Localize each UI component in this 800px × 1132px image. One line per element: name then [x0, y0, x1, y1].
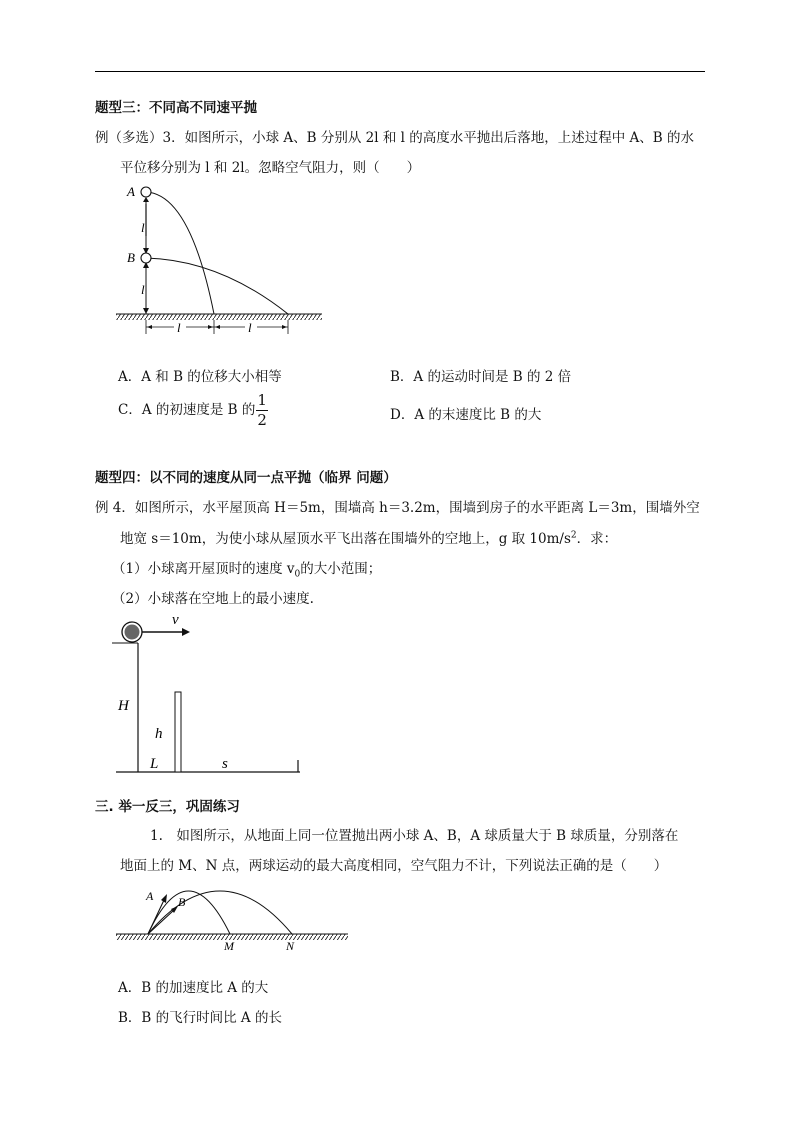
section4-question-2: （2）小球落在空地上的最小速度. — [112, 591, 314, 607]
label-ball-b: B — [127, 250, 135, 265]
trajectory-to-n — [148, 891, 292, 934]
superscript: 2 — [570, 530, 577, 541]
section4-example-line2 — [120, 527, 617, 547]
dist-arrowhead — [147, 325, 152, 329]
practice-heading: 三. 举一反三，巩固练习 — [95, 799, 240, 815]
section3-figure — [110, 180, 330, 340]
section3-option-a: A．A 和 B 的位移大小相等 — [118, 369, 282, 385]
ground-hatch — [116, 314, 322, 320]
trajectory-to-m — [148, 891, 230, 934]
velocity-arrowhead — [182, 628, 190, 636]
section3-option-b: B．A 的运动时间是 B 的 2 倍 — [390, 369, 572, 385]
dist-arrowhead — [282, 325, 287, 329]
label-ball-b: B — [178, 895, 186, 909]
velocity-a-arrow — [148, 900, 164, 934]
section3-option-d: D．A 的末速度比 B 的大 — [390, 407, 542, 423]
label-velocity: v — [172, 612, 179, 628]
label-ball-a: A — [127, 184, 135, 199]
label-dist-left: l — [177, 320, 181, 335]
fraction — [256, 393, 268, 428]
practice-q1-line1: 1. 如图所示，从地面上同一位置抛出两小球 A、B，A 球质量大于 B 球质量，分别落在 — [150, 828, 679, 844]
boundary-wall — [175, 692, 181, 772]
practice-q1-line2: 地面上的 M、N 点，两球运动的最大高度相同，空气阻力不计，下列说法正确的是（ ） — [120, 858, 668, 874]
dist-arrowhead — [208, 325, 213, 329]
lower-arrowhead-bottom — [143, 308, 149, 314]
practice-option-a: A．B 的加速度比 A 的大 — [118, 980, 269, 996]
fraction-numerator: 1 — [257, 391, 267, 409]
section3-option-c — [118, 393, 268, 428]
section3-example-line1: 例（多选）3．如图所示，小球 A、B 分别从 2l 和 l 的高度水平抛出后落地，上述过程中 A、B 的水 — [95, 130, 694, 146]
section4-figure — [110, 610, 310, 775]
practice-figure — [112, 870, 352, 960]
label-height-upper: l — [141, 220, 145, 235]
section4-question-1-text: （1）小球离开屋顶时的速度 v — [112, 561, 295, 577]
section4-question-1-tail: 的大小范围； — [300, 561, 382, 577]
label-height-lower: l — [141, 282, 145, 297]
trajectory-b — [146, 258, 288, 314]
section3-option-c-text: C．A 的初速度是 B 的 — [118, 402, 256, 418]
label-distance-s: s — [222, 756, 228, 772]
ball-a — [141, 187, 151, 197]
ball-shading — [125, 625, 140, 640]
trajectory-a — [146, 192, 214, 314]
label-dist-right: l — [248, 320, 252, 335]
subscript: 0 — [294, 569, 301, 580]
section4-heading: 题型四：以不同的速度从同一点平抛（临界 问题） — [95, 470, 397, 486]
velocity-b-arrow — [148, 910, 174, 934]
label-distance-l: L — [150, 756, 159, 772]
section3-example-line2: 平位移分别为 l 和 2l。忽略空气阻力，则（ ） — [120, 160, 421, 176]
label-point-m: M — [224, 939, 234, 953]
section4-example-line1: 例 4．如图所示，水平屋顶高 H＝5m，围墙高 h＝3.2m，围墙到房子的水平距离 L＝3m，围墙外空 — [95, 500, 700, 516]
section4-example-line2-text: 地宽 s＝10m，为使小球从屋顶水平飞出落在围墙外的空地上，g 取 10m/s — [120, 531, 571, 547]
section4-example-line2-tail: ．求： — [576, 531, 618, 547]
dist-arrowhead — [215, 325, 220, 329]
label-wall-height: h — [155, 726, 163, 742]
label-point-n: N — [286, 939, 295, 953]
label-roof-height: H — [118, 698, 129, 714]
label-ball-a: A — [146, 889, 154, 903]
upper-arrowhead-top — [143, 197, 149, 202]
section4-question-1 — [112, 557, 381, 580]
practice-option-b: B．B 的飞行时间比 A 的长 — [118, 1010, 282, 1026]
fraction-denominator: 2 — [257, 411, 267, 429]
ball-b — [141, 253, 151, 263]
velocity-a-arrowhead — [161, 894, 167, 903]
section3-heading: 题型三：不同高不同速平抛 — [95, 100, 257, 116]
header-rule — [95, 71, 705, 72]
